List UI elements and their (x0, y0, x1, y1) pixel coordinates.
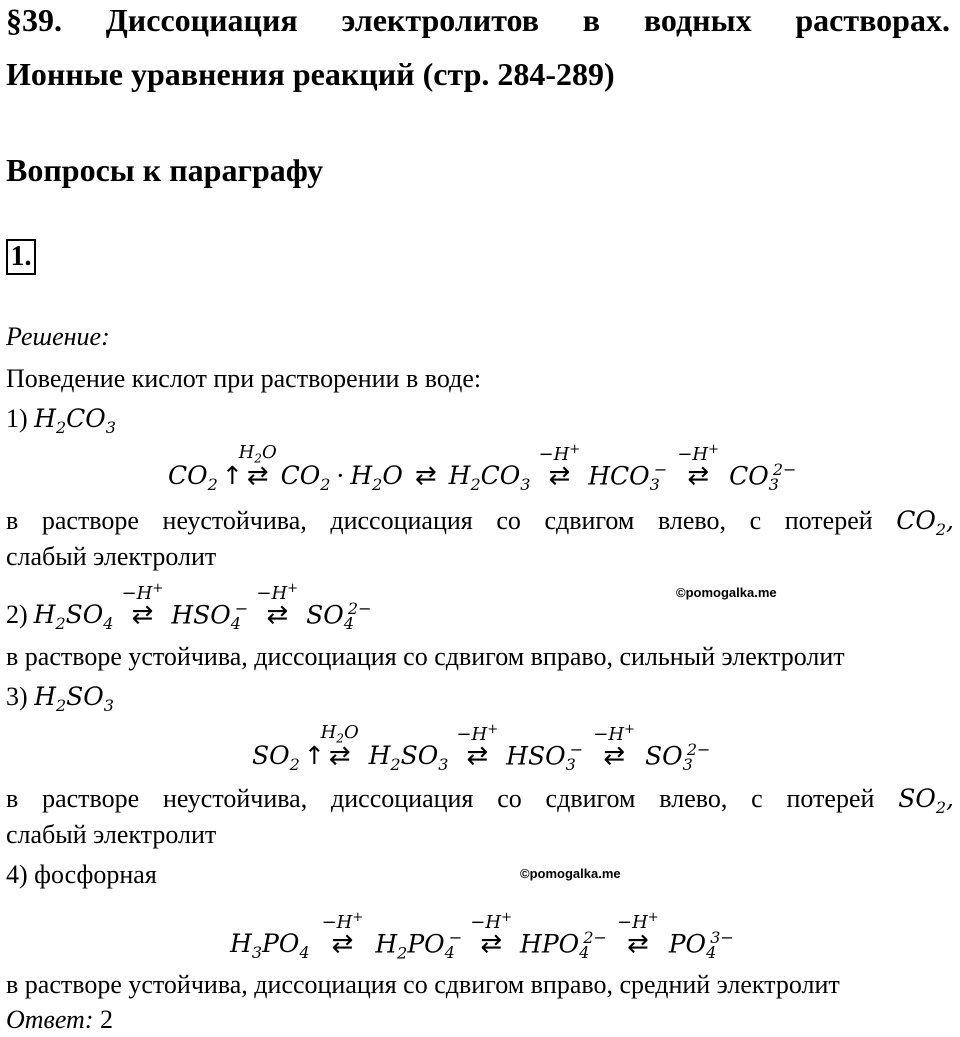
item-3-heading (6, 680, 114, 723)
title-word: в (582, 2, 601, 38)
word: в (6, 506, 19, 535)
equilibrium-arrow-icon: −H+ ⇄ (538, 442, 581, 492)
item-4-desc: в растворе устойчива, диссоциация со сдвигом вправо, средний электролит (6, 970, 840, 999)
item-number: 4) (6, 860, 28, 889)
species-h2so4: $H_2SO_4$ (33, 600, 114, 633)
word: влево, (659, 784, 728, 813)
arrow-label-minus-h: −H+ (538, 442, 581, 466)
word: со (497, 784, 522, 813)
intro-text: Поведение кислот при растворении в воде: (6, 364, 482, 393)
word: диссоциация (331, 784, 474, 813)
equation-sulfurous (252, 721, 711, 775)
arrow-label-minus-h: −H+ (456, 722, 499, 746)
arrow-label-minus-h: −H+ (121, 581, 164, 604)
species-hco3: $HCO_3^-$ (588, 460, 668, 495)
arrow-label-minus-h: −H+ (616, 910, 659, 934)
equation-sulfuric (33, 581, 372, 633)
equilibrium-arrow-icon: −H+ ⇄ (256, 581, 299, 630)
species-po4: $PO_4^{3-}$ (668, 928, 734, 963)
word: потерей (784, 506, 873, 535)
formula-co2: $CO_2$, (896, 506, 954, 539)
arrow-label-minus-h: −H+ (593, 722, 635, 746)
title-word: растворах. (795, 2, 950, 38)
question-number-box: 1. (6, 239, 36, 275)
word: неустойчива, (162, 506, 307, 535)
item-2-desc: в растворе устойчива, диссоциация со сдвигом вправо, сильный электролит (6, 642, 845, 671)
title-word: §39. (6, 2, 62, 38)
item-formula: $H_2SO_3$ (34, 682, 114, 715)
equilibrium-arrow-icon: −H+ ⇄ (470, 910, 512, 960)
word: диссоциация (330, 506, 473, 535)
item-number: 2) (6, 600, 28, 629)
equilibrium-arrow-icon: −H+ ⇄ (677, 442, 719, 492)
arrow-label-h2o: $H_2O$ (238, 441, 277, 466)
arrow-label-minus-h: −H+ (677, 442, 719, 466)
equilibrium-arrow-icon: −H+ ⇄ (456, 722, 499, 772)
arrow-label-h2o: $H_2O$ (320, 721, 359, 746)
species-h3po4: $H_3PO_4$ (230, 929, 310, 963)
equilibrium-arrow-icon: −H+ ⇄ (593, 722, 635, 772)
arrow-label-minus-h: −H+ (470, 910, 512, 934)
word: потерей (786, 784, 875, 813)
species-co3: $CO_3^{2-}$ (729, 460, 797, 495)
item-formula: $H_2CO_3$ (34, 404, 116, 437)
species-so4: $SO_4^{2-}$ (306, 598, 372, 633)
item-number: 3) (6, 682, 28, 711)
word: с (749, 506, 762, 535)
species-co2-h2o: $CO_2 \cdot H_2O$ (280, 461, 403, 495)
word: с (751, 784, 763, 813)
word: влево, (657, 506, 727, 535)
formula-so2: $SO_2$, (898, 784, 954, 817)
species-hpo4: $HPO_4^{2-}$ (520, 928, 607, 963)
up-arrow-icon: ↑ (221, 461, 243, 491)
species-hso3: $HSO_3^-$ (506, 740, 584, 775)
item-4-heading (6, 858, 157, 892)
page-title-line1 (6, 0, 950, 40)
word: со (496, 506, 521, 535)
word: сдвигом (545, 784, 636, 813)
answer-value: 2 (99, 1005, 113, 1034)
equilibrium-arrow-icon: −H+ ⇄ (616, 910, 659, 960)
item-1-heading (6, 402, 116, 445)
word: растворе (41, 506, 139, 535)
species-h2co3: $H_2CO_3$ (448, 461, 531, 495)
word: сдвигом (544, 506, 635, 535)
equation-phosphoric (230, 910, 734, 963)
word: растворе (42, 784, 140, 813)
answer-label: Ответ: (6, 1005, 94, 1034)
item-2-equation (6, 581, 372, 633)
watermark: ©pomogalka.me (520, 866, 621, 881)
equilibrium-arrow-icon: $H_2O$ ⇄ (320, 721, 359, 772)
solution-label: Решение: (6, 322, 110, 351)
species-co2: $CO_2$ (168, 461, 218, 495)
word: в (6, 784, 19, 813)
arrow-label-minus-h: −H+ (321, 910, 364, 934)
equilibrium-arrow-icon: $H_2O$ ⇄ (238, 441, 277, 492)
section-heading: Вопросы к параграфу (6, 152, 324, 188)
equilibrium-arrow-icon: ⇄ (414, 461, 437, 492)
item-1-desc-line2: слабый электролит (6, 542, 217, 571)
item-name: фосфорная (34, 860, 157, 889)
title-word: электролитов (341, 2, 539, 38)
equilibrium-arrow-icon: −H+ ⇄ (121, 581, 164, 630)
answer-line (6, 1003, 113, 1037)
species-h2so3: $H_2SO_3$ (368, 741, 449, 775)
up-arrow-icon: ↑ (303, 741, 325, 771)
species-so2: $SO_2$ (252, 741, 300, 775)
species-hso4: $HSO_4^-$ (171, 598, 249, 633)
title-word: Диссоциация (105, 2, 298, 38)
watermark: ©pomogalka.me (676, 585, 777, 600)
equation-carbonic (168, 441, 797, 495)
equilibrium-arrow-icon: −H+ ⇄ (321, 910, 364, 960)
item-3-desc-line2: слабый электролит (6, 820, 217, 849)
species-so3: $SO_3^{2-}$ (645, 740, 711, 775)
word: неустойчива, (162, 784, 308, 813)
arrow-label-minus-h: −H+ (256, 581, 299, 604)
species-h2po4: $H_2PO_4^-$ (375, 928, 463, 963)
item-number: 1) (6, 404, 28, 433)
title-word: водных (643, 2, 752, 38)
page-title-line2: Ионные уравнения реакций (стр. 284-289) (6, 56, 615, 92)
